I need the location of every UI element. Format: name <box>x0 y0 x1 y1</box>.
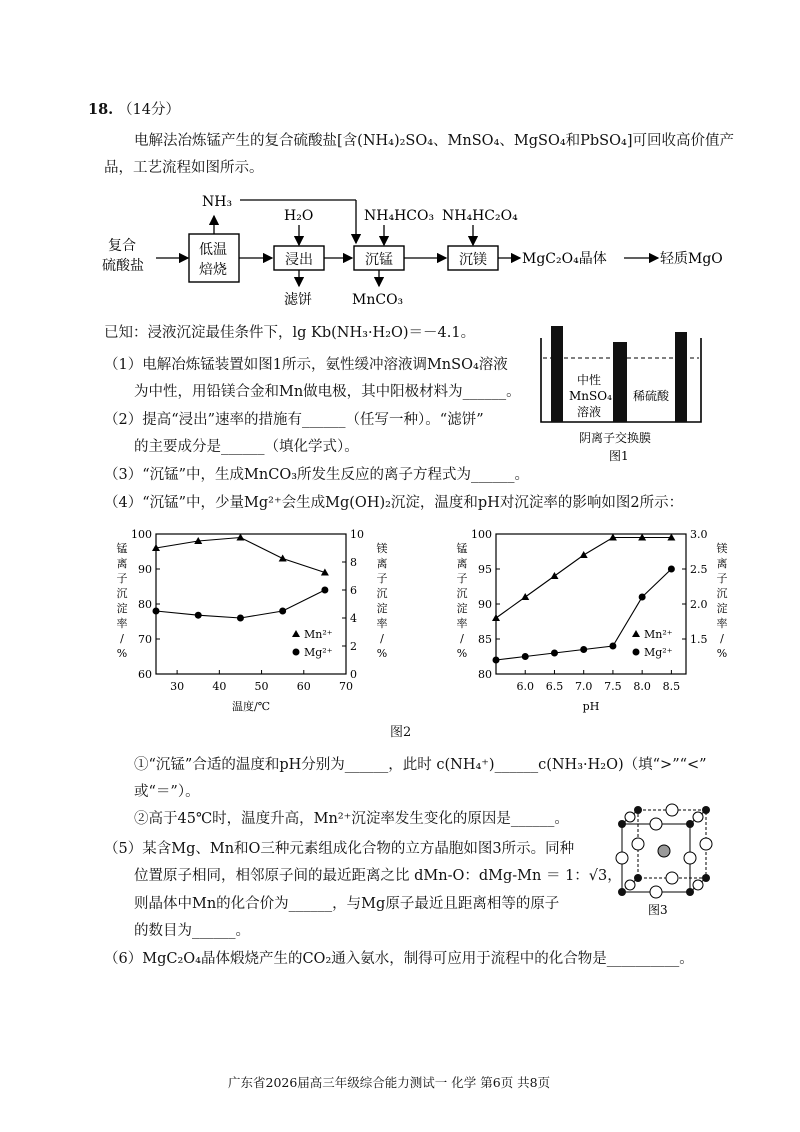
q4-part2: ②高于45℃时，温度升高，Mn²⁺沉淀率发生变化的原因是______。 <box>134 811 569 827</box>
roast-step-line2: 焙烧 <box>199 262 227 278</box>
y-left-tick-label: 80 <box>138 598 152 611</box>
legend-mg-marker <box>293 649 300 656</box>
mg-data-point <box>195 612 202 619</box>
y-right-label-char: 子 <box>716 572 728 585</box>
series-line-mn <box>156 538 325 573</box>
q4-text: （4）“沉锰”中，少量Mg²⁺会生成Mg(OH)₂沉淀，温度和pH对沉淀率的影响如图2所示： <box>104 495 684 511</box>
y-right-tick-label: 4 <box>350 612 357 625</box>
fig2-caption: 图2 <box>390 725 412 740</box>
y-right-tick-label: 1.5 <box>690 633 708 646</box>
y-right-tick-label: 2.5 <box>690 563 708 576</box>
nh4hc2o4-label: NH₄HC₂O₄ <box>442 208 518 224</box>
y-right-label-char: 镁 <box>376 542 388 555</box>
q5-line2: 位置原子相同，相邻原子间的最近距离之比 dMn-O：dMg-Mn ＝ 1：√3， <box>134 868 622 884</box>
y-right-tick-label: 2.0 <box>690 598 708 611</box>
x-axis-label: 温度/℃ <box>231 700 271 713</box>
y-right-label-char: 淀 <box>716 602 728 615</box>
question-points: （14分） <box>118 102 180 118</box>
y-left-tick-label: 60 <box>138 668 152 681</box>
mg-data-point <box>321 587 328 594</box>
series-line-mg <box>156 590 325 618</box>
question-number: 18. <box>88 101 114 118</box>
y-left-label-char: 子 <box>116 572 128 585</box>
y-left-tick-label: 90 <box>478 598 492 611</box>
figure-1-electrolysis-cell <box>535 318 715 468</box>
x-tick-label: 6.0 <box>516 680 534 693</box>
mg-data-point <box>493 657 500 664</box>
mnco3-label: MnCO₃ <box>352 292 404 308</box>
mg-data-point <box>279 608 286 615</box>
y-left-tick-label: 80 <box>478 668 492 681</box>
q5-line3: 则晶体中Mn的化合价为______，与Mg原子最近且距离相等的原子 <box>134 896 560 912</box>
mn-data-point <box>492 614 500 621</box>
q5-line4: 的数目为______。 <box>134 923 250 939</box>
y-right-label-char: / <box>720 632 724 645</box>
leach-step-label: 浸出 <box>285 252 313 268</box>
x-tick-label: 8.5 <box>662 680 681 693</box>
x-tick-label: 30 <box>170 680 185 693</box>
y-right-label-char: 沉 <box>376 587 388 600</box>
legend-mg-marker <box>633 649 640 656</box>
mg-data-point <box>237 615 244 622</box>
filter-cake-label: 滤饼 <box>284 292 312 308</box>
page-footer: 广东省2026届高三年级综合能力测试一 化学 第6页 共8页 <box>228 1075 551 1090</box>
y-left-label-char: 沉 <box>456 587 468 600</box>
legend-mg-label: Mg²⁺ <box>644 646 673 659</box>
y-right-label-char: / <box>380 632 384 645</box>
y-left-label-char: 离 <box>116 557 128 570</box>
y-left-label-char: 率 <box>116 617 128 630</box>
fig1-membrane-label: 阴离子交换膜 <box>579 431 652 445</box>
y-right-label-char: 率 <box>376 617 388 630</box>
mn-data-point <box>550 572 558 579</box>
x-tick-label: 70 <box>339 680 353 693</box>
y-right-label-char: 子 <box>376 572 388 585</box>
y-right-label-char: 沉 <box>716 587 728 600</box>
q3-text: （3）“沉锰”中，生成MnCO₃所发生反应的离子方程式为______。 <box>104 467 530 483</box>
y-right-label-char: 离 <box>716 557 728 570</box>
y-left-tick-label: 90 <box>138 563 152 576</box>
intro-line-1: 电解法冶炼锰产生的复合硫酸盐[含(NH₄)₂SO₄、MnSO₄、MgSO₄和PbSO₄]可回收高价值产 <box>134 133 734 149</box>
mn-precip-step-label: 沉锰 <box>365 252 393 268</box>
x-tick-label: 7.0 <box>574 680 593 693</box>
y-left-label-char: 锰 <box>456 542 468 555</box>
mn-data-point <box>279 555 287 562</box>
fig1-left-line3: 溶液 <box>577 405 602 419</box>
fig1-left-line1: 中性 <box>577 373 602 387</box>
raw-material-line2: 硫酸盐 <box>102 258 144 274</box>
y-right-tick-label: 10 <box>350 528 364 541</box>
q4-part1-line1: ①“沉锰”合适的温度和pH分别为______，此时 c(NH₄⁺)______c(NH₃·H₂O)（填“>”“<” <box>134 757 707 773</box>
y-left-tick-label: 100 <box>131 528 152 541</box>
mg-data-point <box>580 646 587 653</box>
x-tick-label: 8.0 <box>633 680 651 693</box>
y-left-label-char: 淀 <box>116 602 128 615</box>
roast-step-line1: 低温 <box>199 242 227 258</box>
fig1-left-line2: MnSO₄ <box>569 389 612 403</box>
intro-line-2: 品，工艺流程如图所示。 <box>104 160 264 176</box>
fig1-caption: 图1 <box>609 449 629 463</box>
q6-text: （6）MgC₂O₄晶体煅烧产生的CO₂通入氨水，制得可应用于流程中的化合物是__________。 <box>104 951 694 967</box>
mg-precip-step-label: 沉镁 <box>459 252 487 268</box>
q2-line2: 的主要成分是______（填化学式）。 <box>134 439 359 455</box>
y-left-tick-label: 70 <box>138 633 152 646</box>
legend-mn-marker <box>292 630 300 637</box>
y-left-label-char: % <box>116 647 128 660</box>
y-right-label-char: 镁 <box>716 542 728 555</box>
y-left-label-char: / <box>460 632 464 645</box>
y-left-tick-label: 95 <box>478 563 492 576</box>
raw-material-line1: 复合 <box>108 238 136 254</box>
figure-3-unit-cell <box>612 802 722 920</box>
y-right-label-char: 离 <box>376 557 388 570</box>
mg-data-point <box>668 566 675 573</box>
y-right-label-char: 率 <box>716 617 728 630</box>
y-right-tick-label: 2 <box>350 640 357 653</box>
y-right-tick-label: 3.0 <box>690 528 708 541</box>
y-left-label-char: 锰 <box>116 542 128 555</box>
series-line-mn <box>496 538 671 619</box>
legend-mn-label: Mn²⁺ <box>644 628 673 641</box>
h2o-label: H₂O <box>284 208 314 224</box>
legend-mg-label: Mg²⁺ <box>304 646 333 659</box>
q5-line1: （5）某含Mg、Mn和O三种元素组成化合物的立方晶胞如图3所示。同种 <box>104 841 575 857</box>
q2-line1: （2）提高“浸出”速率的措施有______（任写一种）。“滤饼” <box>104 412 484 428</box>
legend-mn-marker <box>632 630 640 637</box>
x-tick-label: 40 <box>212 680 227 693</box>
fig1-right-label: 稀硫酸 <box>633 389 670 403</box>
q1-line2: 为中性，用铅镁合金和Mn做电极，其中阳极材料为______。 <box>134 384 521 400</box>
mg-data-point <box>522 653 529 660</box>
y-right-tick-label: 0 <box>350 668 357 681</box>
fig3-caption: 图3 <box>648 903 668 917</box>
y-right-label-char: % <box>376 647 388 660</box>
y-left-label-char: / <box>120 632 124 645</box>
mgc2o4-crystal-label: MgC₂O₄晶体 <box>522 251 607 267</box>
nh4hco3-label: NH₄HCO₃ <box>364 208 435 224</box>
x-tick-label: 50 <box>254 680 269 693</box>
mn-data-point <box>580 551 588 558</box>
y-left-label-char: % <box>456 647 468 660</box>
known-condition: 已知：浸液沉淀最佳条件下，lg Kb(NH₃·H₂O)＝－4.1。 <box>104 325 476 341</box>
y-left-label-char: 离 <box>456 557 468 570</box>
mn-data-point <box>521 593 529 600</box>
y-left-label-char: 率 <box>456 617 468 630</box>
mg-data-point <box>153 608 160 615</box>
y-right-tick-label: 6 <box>350 584 357 597</box>
x-tick-label: 7.5 <box>604 680 622 693</box>
y-left-label-char: 淀 <box>456 602 468 615</box>
y-right-label-char: 淀 <box>376 602 388 615</box>
ion-exchange-membrane <box>613 342 627 422</box>
light-mgo-label: 轻质MgO <box>660 251 723 267</box>
y-left-label-char: 子 <box>456 572 468 585</box>
mg-data-point <box>639 594 646 601</box>
y-left-tick-label: 85 <box>478 633 492 646</box>
mg-data-point <box>551 650 558 657</box>
legend-mn-label: Mn²⁺ <box>304 628 333 641</box>
right-electrode <box>675 332 687 422</box>
x-axis-label: pH <box>582 700 600 713</box>
q1-line1: （1）电解冶炼锰装置如图1所示，氨性缓冲溶液调MnSO₄溶液 <box>104 357 508 373</box>
left-electrode <box>551 326 563 422</box>
figure-2-temperature-chart <box>110 522 400 722</box>
y-left-tick-label: 100 <box>471 528 492 541</box>
y-right-label-char: % <box>716 647 728 660</box>
figure-2-ph-chart <box>450 522 740 722</box>
nh3-label: NH₃ <box>202 194 233 210</box>
mg-data-point <box>609 643 616 650</box>
x-tick-label: 60 <box>296 680 311 693</box>
q4-part1-line2: 或“＝”）。 <box>134 784 200 800</box>
y-left-label-char: 沉 <box>116 587 128 600</box>
process-flow-diagram <box>100 188 740 310</box>
x-tick-label: 6.5 <box>545 680 564 693</box>
y-right-tick-label: 8 <box>350 556 357 569</box>
